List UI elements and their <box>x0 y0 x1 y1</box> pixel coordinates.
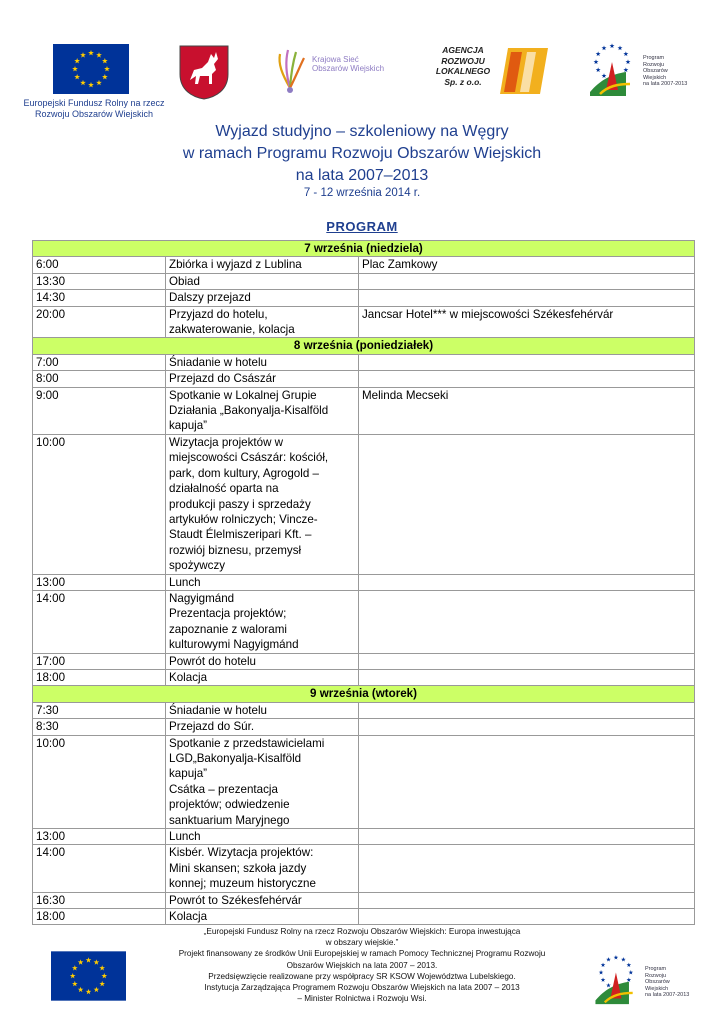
schedule-activity-cell: Przejazd do Császár <box>166 371 359 387</box>
schedule-row <box>33 574 695 590</box>
schedule-time-cell: 8:00 <box>33 371 166 387</box>
footer-text: „Europejski Fundusz Rolny na rzecz Rozwoju Obszarów Wiejskich: Europa inwestująca w obszary wiejskie.” Projekt finansowany ze środków Unii Europejskiej w ramach Pomocy Technicznej Programu Rozwoju Obszarów Wiejskich na lata 2007 – 2013. Przedsięwzięcie realizowane przy współpracy SR KSOW Województwa Lubelskiego. Instytucja Zarządzająca Programem Rozwoju Obszarów Wiejskich na lata 2007 – 2013 – Minister Rolnictwa i Rozwoju Wsi. <box>178 927 546 1004</box>
day-header-row <box>33 241 695 257</box>
schedule-time-cell: 18:00 <box>33 909 166 925</box>
schedule-place-cell <box>359 290 695 306</box>
schedule-time-cell: 14:30 <box>33 290 166 306</box>
eu-flag-logo-footer <box>51 951 126 1001</box>
day-header: 8 września (poniedziałek) <box>33 338 695 354</box>
schedule-place-cell <box>359 845 695 892</box>
schedule-row <box>33 719 695 735</box>
schedule-activity-cell: Kisbér. Wizytacja projektów: Mini skansen; szkoła jazdy konnej; muzeum historyczne <box>166 845 359 892</box>
schedule-place-cell <box>359 702 695 718</box>
schedule-place-cell <box>359 669 695 685</box>
day-header-row <box>33 686 695 702</box>
schedule-activity-cell: Wizytacja projektów w miejscowości Császár: kościół, park, dom kultury, Agrogold – działalność oparta na produkcji paszy i sprzedaży artykułów rolniczych; Vincze- Staudt Élelmiszeripari Kft. – rozwiój biznesu, przemysł spożywczy <box>166 434 359 574</box>
schedule-activity-cell: Kolacja <box>166 909 359 925</box>
schedule-time-cell: 8:30 <box>33 719 166 735</box>
schedule-activity-cell: Zbiórka i wyjazd z Lublina <box>166 257 359 273</box>
schedule-activity-cell: Spotkanie z przedstawicielami LGD„Bakonyalja-Kisalföld kapuja” Csátka – prezentacja projektów; odwiedzenie sanktuarium Maryjnego <box>166 735 359 828</box>
schedule-row <box>33 909 695 925</box>
schedule-activity-cell: Spotkanie w Lokalnej Grupie Działania „Bakonyalja-Kisalföld kapuja” <box>166 387 359 434</box>
schedule-row <box>33 702 695 718</box>
schedule-row <box>33 290 695 306</box>
schedule-activity-cell: Powrót do hotelu <box>166 653 359 669</box>
schedule-row <box>33 387 695 434</box>
schedule-row <box>33 273 695 289</box>
schedule-time-cell: 6:00 <box>33 257 166 273</box>
schedule-time-cell: 14:00 <box>33 590 166 653</box>
schedule-place-cell: Plac Zamkowy <box>359 257 695 273</box>
schedule-activity-cell: Lunch <box>166 574 359 590</box>
schedule-place-cell <box>359 434 695 574</box>
program-heading: PROGRAM <box>326 219 398 234</box>
schedule-time-cell: 7:00 <box>33 354 166 370</box>
schedule-row <box>33 434 695 574</box>
prow-logo-footer-text: Program Rozwoju Obszarów Wiejskich na lata 2007-2013 <box>645 966 690 998</box>
schedule-activity-cell: Śniadanie w hotelu <box>166 354 359 370</box>
day-header: 9 września (wtorek) <box>33 686 695 702</box>
eu-fund-caption: Europejski Fundusz Rolny na rzecz Rozwoju Obszarów Wiejskich <box>23 98 165 119</box>
schedule-row <box>33 829 695 845</box>
agencja-logo-text: AGENCJA ROZWOJU LOKALNEGO Sp. z o.o. <box>435 45 491 87</box>
document-title-line2: w ramach Programu Rozwoju Obszarów Wiejskich <box>182 145 542 162</box>
schedule-row <box>33 354 695 370</box>
schedule-row <box>33 306 695 338</box>
schedule-activity-cell: Kolacja <box>166 669 359 685</box>
schedule-place-cell: Melinda Mecseki <box>359 387 695 434</box>
schedule-activity-cell: Obiad <box>166 273 359 289</box>
schedule-place-cell <box>359 653 695 669</box>
schedule-row <box>33 735 695 828</box>
schedule-place-cell <box>359 590 695 653</box>
schedule-row <box>33 653 695 669</box>
schedule-activity-cell: Przyjazd do hotelu, zakwaterowanie, kolacja <box>166 306 359 338</box>
document-title-line3: na lata 2007–2013 <box>295 167 429 184</box>
prow-logo-text: Program Rozwoju Obszarów Wiejskich na lata 2007-2013 <box>643 55 688 87</box>
schedule-time-cell: 13:00 <box>33 829 166 845</box>
schedule-row <box>33 892 695 908</box>
schedule-activity-cell: Dalszy przejazd <box>166 290 359 306</box>
document-dates: 7 - 12 września 2014 r. <box>303 187 421 199</box>
schedule-row <box>33 257 695 273</box>
schedule-time-cell: 13:30 <box>33 273 166 289</box>
schedule-row <box>33 845 695 892</box>
schedule-place-cell <box>359 892 695 908</box>
day-header: 7 września (niedziela) <box>33 241 695 257</box>
schedule-row <box>33 590 695 653</box>
schedule-place-cell <box>359 719 695 735</box>
schedule-place-cell <box>359 371 695 387</box>
schedule-row <box>33 669 695 685</box>
schedule-activity-cell: Lunch <box>166 829 359 845</box>
schedule-place-cell <box>359 735 695 828</box>
schedule-time-cell: 7:30 <box>33 702 166 718</box>
schedule-time-cell: 14:00 <box>33 845 166 892</box>
schedule-activity-cell: Powrót to Székesfehérvár <box>166 892 359 908</box>
schedule-place-cell <box>359 909 695 925</box>
schedule-time-cell: 17:00 <box>33 653 166 669</box>
schedule-table <box>32 240 695 925</box>
schedule-time-cell: 13:00 <box>33 574 166 590</box>
eu-flag-logo <box>53 44 129 94</box>
schedule-place-cell <box>359 574 695 590</box>
schedule-activity-cell: Przejazd do Súr. <box>166 719 359 735</box>
schedule-time-cell: 10:00 <box>33 434 166 574</box>
day-header-row <box>33 338 695 354</box>
ksow-logo-text: Krajowa Sieć Obszarów Wiejskich <box>312 55 385 73</box>
schedule-row <box>33 371 695 387</box>
document-title-line1: Wyjazd studyjno – szkoleniowy na Węgry <box>215 123 509 140</box>
schedule-place-cell: Jancsar Hotel*** w miejscowości Székesfehérvár <box>359 306 695 338</box>
schedule-activity-cell: Nagyigmánd Prezentacja projektów; zapoznanie z walorami kulturowymi Nagyigmánd <box>166 590 359 653</box>
lubelskie-crest-logo <box>178 44 230 100</box>
schedule-place-cell <box>359 829 695 845</box>
schedule-time-cell: 10:00 <box>33 735 166 828</box>
schedule-time-cell: 18:00 <box>33 669 166 685</box>
schedule-time-cell: 20:00 <box>33 306 166 338</box>
schedule-activity-cell: Śniadanie w hotelu <box>166 702 359 718</box>
schedule-time-cell: 9:00 <box>33 387 166 434</box>
schedule-place-cell <box>359 354 695 370</box>
schedule-time-cell: 16:30 <box>33 892 166 908</box>
schedule-place-cell <box>359 273 695 289</box>
